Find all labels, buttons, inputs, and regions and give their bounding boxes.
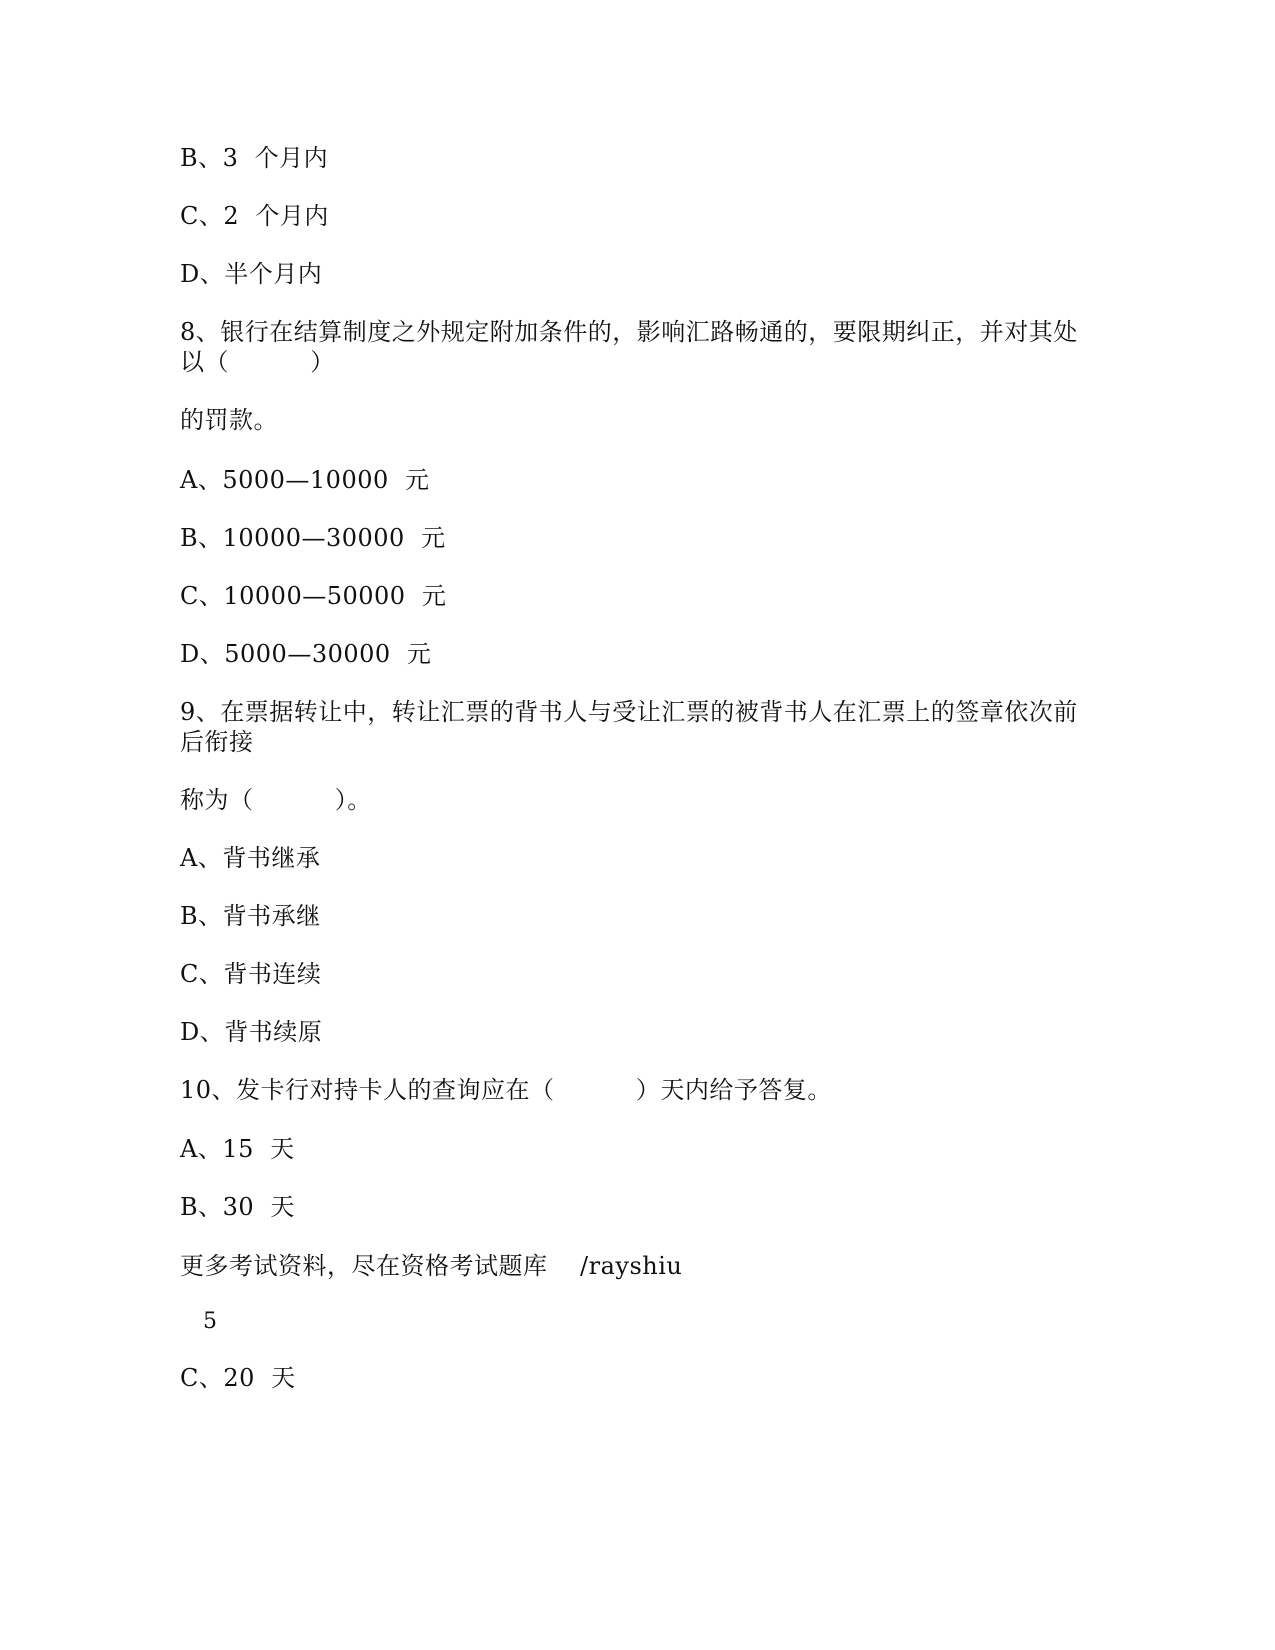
option-c-q8: C、10000—50000 元	[180, 582, 447, 610]
option-d-q9: D、背书续原	[180, 1018, 323, 1046]
question-8-line-3: 的罚款。	[180, 406, 278, 434]
option-c-q10: C、20 天	[180, 1364, 296, 1392]
footer-note: 更多考试资料，尽在资格考试题库 /rayshiu	[180, 1252, 683, 1280]
page-number: 5	[203, 1309, 217, 1334]
option-b-q8: B、10000—30000 元	[180, 524, 446, 552]
question-10: 10、发卡行对持卡人的查询应在（ ）天内给予答复。	[180, 1076, 832, 1104]
question-8-line-2: 以（ ）	[180, 348, 335, 376]
option-d-q8: D、5000—30000 元	[180, 640, 432, 668]
question-9-line-1: 9、在票据转让中，转让汇票的背书人与受让汇票的被背书人在汇票上的签章依次前	[180, 698, 1078, 726]
question-9-line-2: 后衔接	[180, 728, 254, 756]
option-a-q10: A、15 天	[180, 1135, 295, 1163]
option-c-q7: C、2 个月内	[180, 202, 329, 230]
option-a-q8: A、5000—10000 元	[180, 466, 430, 494]
question-9-line-3: 称为（ ）。	[180, 786, 372, 814]
option-a-q9: A、背书继承	[180, 844, 321, 872]
option-b-q10: B、30 天	[180, 1193, 295, 1221]
option-b-q7: B、3 个月内	[180, 144, 329, 172]
question-8-line-1: 8、银行在结算制度之外规定附加条件的，影响汇路畅通的，要限期纠正，并对其处	[180, 318, 1078, 346]
option-d-q7: D、半个月内	[180, 260, 323, 288]
option-b-q9: B、背书承继	[180, 902, 321, 930]
option-c-q9: C、背书连续	[180, 960, 322, 988]
